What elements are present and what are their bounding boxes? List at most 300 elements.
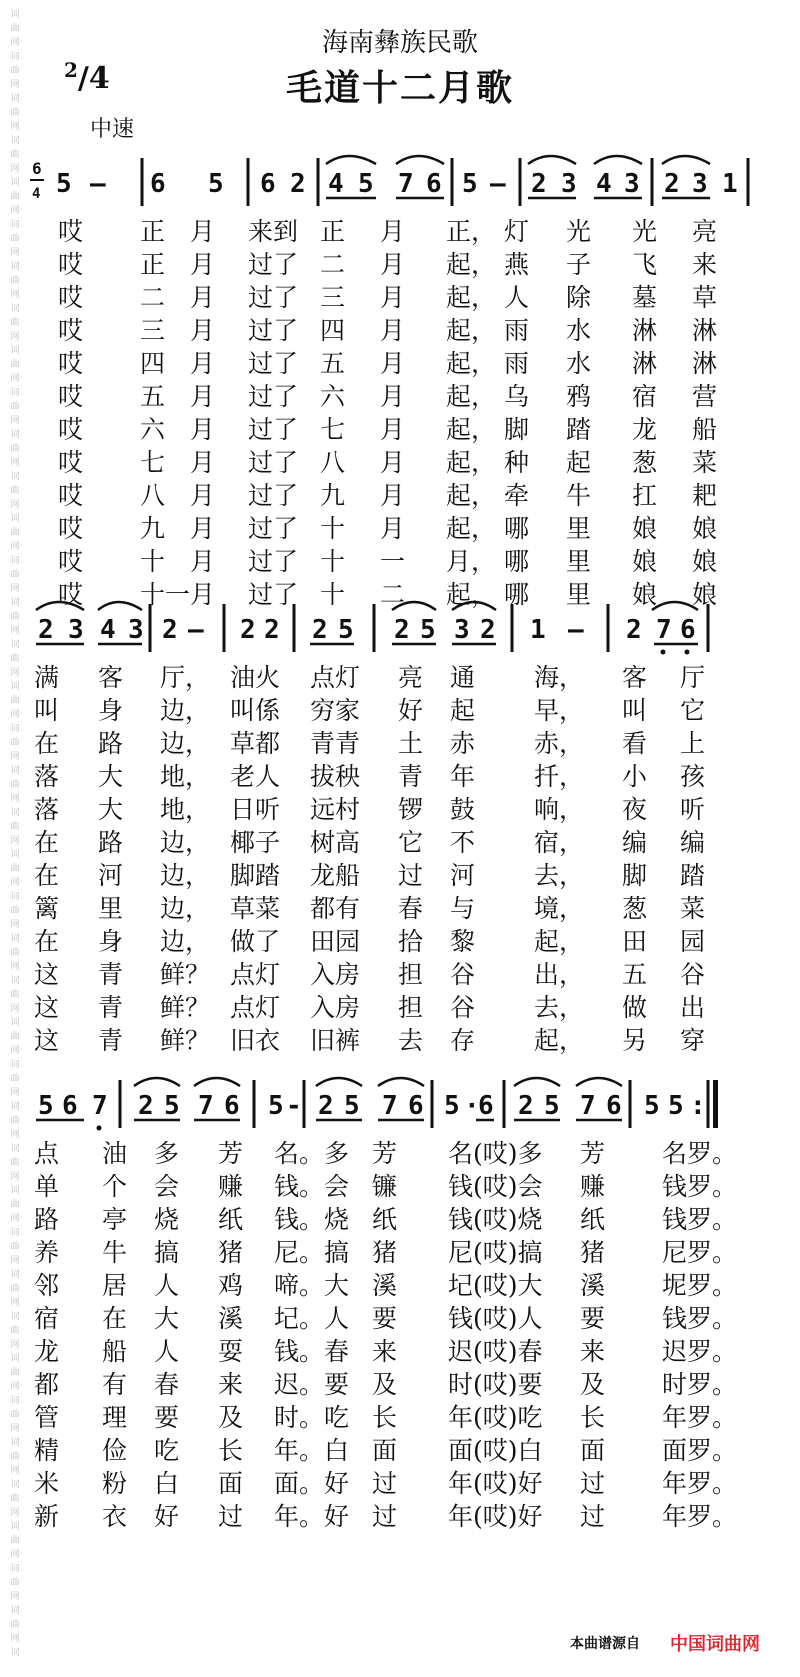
- svg-text:2: 2: [626, 615, 642, 645]
- lyric-syllable: 尼罗。: [662, 1238, 738, 1267]
- lyric-syllable: 境，: [534, 894, 585, 923]
- svg-text:5: 5: [344, 1091, 360, 1121]
- watermark-glyph: 曲: [10, 1620, 20, 1630]
- watermark-glyph: 词: [10, 892, 20, 902]
- watermark-glyph: 词: [10, 598, 20, 608]
- lyric-syllable: 哪: [504, 514, 530, 543]
- lyric-syllable: 树高: [310, 828, 361, 857]
- lyric-syllable: 点灯: [230, 960, 281, 989]
- lyric-line: [28, 542, 780, 575]
- lyric-syllable: 葱: [632, 448, 658, 477]
- lyric-syllable: 哎: [58, 349, 84, 378]
- watermark-glyph: 词: [10, 1228, 20, 1238]
- watermark-glyph: 网: [10, 1340, 20, 1350]
- lyric-line: [28, 922, 780, 955]
- lyric-syllable: 要: [372, 1304, 398, 1333]
- watermark-glyph: 词: [10, 1396, 20, 1406]
- watermark-glyph: 词: [10, 1606, 20, 1616]
- lyric-syllable: 长: [372, 1403, 398, 1432]
- lyric-syllable: 出: [680, 993, 706, 1022]
- lyric-syllable: 菜: [680, 894, 706, 923]
- lyric-syllable: 落: [34, 795, 60, 824]
- lyric-syllable: 过了: [248, 448, 299, 477]
- svg-text:·: ·: [464, 1091, 480, 1121]
- lyric-syllable: 哎: [58, 250, 84, 279]
- lyric-syllable: 葱: [622, 894, 648, 923]
- lyric-syllable: 拾: [398, 927, 424, 956]
- lyric-syllable: 土: [398, 729, 424, 758]
- lyric-syllable: 纸: [372, 1205, 398, 1234]
- lyric-syllable: 过了: [248, 514, 299, 543]
- watermark-glyph: 词: [10, 556, 20, 566]
- lyric-syllable: 起，: [446, 514, 497, 543]
- svg-text:5: 5: [338, 615, 354, 645]
- lyric-line: [28, 856, 780, 889]
- lyric-syllable: 来: [580, 1337, 606, 1366]
- svg-text:6: 6: [680, 615, 696, 645]
- lyric-syllable: 哎: [58, 580, 84, 609]
- lyric-syllable: 面(哎)白: [448, 1436, 543, 1465]
- staff-1-notes: [28, 150, 780, 220]
- lyric-syllable: 谷: [450, 993, 476, 1022]
- lyric-syllable: 溪: [580, 1271, 606, 1300]
- svg-text:3: 3: [624, 169, 640, 199]
- lyric-syllable: 起，: [534, 927, 585, 956]
- lyric-syllable: 厅，: [160, 663, 211, 692]
- lyric-syllable: 名罗。: [662, 1139, 738, 1168]
- watermark-glyph: 词: [10, 220, 20, 230]
- lyric-line: [28, 1266, 780, 1299]
- lyric-syllable: 纸: [580, 1205, 606, 1234]
- watermark-glyph: 曲: [10, 360, 20, 370]
- lyric-syllable: 草都: [230, 729, 281, 758]
- watermark-glyph: 曲: [10, 1452, 20, 1462]
- watermark-glyph: 网: [10, 416, 20, 426]
- lyric-syllable: 编: [622, 828, 648, 857]
- lyric-syllable: 菜: [692, 448, 718, 477]
- lyric-syllable: 听: [680, 795, 706, 824]
- watermark-glyph: 网: [10, 962, 20, 972]
- watermark-glyph: 词: [10, 766, 20, 776]
- lyric-syllable: 过: [372, 1502, 398, 1531]
- lyric-syllable: 存: [450, 1026, 476, 1055]
- lyric-syllable: 叫: [622, 696, 648, 725]
- watermark-glyph: 词: [10, 1354, 20, 1364]
- lyric-syllable: 耙: [692, 481, 718, 510]
- lyric-syllable: 边，: [160, 861, 211, 890]
- lyric-syllable: 篱: [34, 894, 60, 923]
- svg-text:7: 7: [398, 169, 414, 199]
- svg-text:5: 5: [644, 1091, 660, 1121]
- lyric-syllable: 面: [218, 1469, 244, 1498]
- lyric-syllable: 哎: [58, 481, 84, 510]
- svg-text:3: 3: [454, 615, 470, 645]
- lyric-syllable: 在: [34, 828, 60, 857]
- lyric-syllable: 去: [398, 1026, 424, 1055]
- lyric-syllable: 邻: [34, 1271, 60, 1300]
- lyric-line: [28, 443, 780, 476]
- lyric-syllable: 穿: [680, 1026, 706, 1055]
- lyric-syllable: 亮: [692, 217, 718, 246]
- watermark-glyph: 网: [10, 1130, 20, 1140]
- lyric-syllable: 夜: [622, 795, 648, 824]
- lyric-syllable: 长: [580, 1403, 606, 1432]
- watermark-glyph: 词: [10, 178, 20, 188]
- svg-text:-: -: [286, 1091, 302, 1121]
- lyric-syllable: 点灯: [310, 663, 361, 692]
- lyric-syllable: 娘: [632, 580, 658, 609]
- watermark-glyph: 词: [10, 1060, 20, 1070]
- lyric-syllable: 年罗。: [662, 1403, 738, 1432]
- lyric-syllable: 过: [372, 1469, 398, 1498]
- watermark-glyph: 词: [10, 1144, 20, 1154]
- lyric-syllable: 赤，: [534, 729, 585, 758]
- lyric-syllable: 边，: [160, 894, 211, 923]
- lyric-syllable: 正: [140, 250, 166, 279]
- lyric-syllable: 乌: [504, 382, 530, 411]
- watermark-glyph: 网: [10, 1256, 20, 1266]
- lyric-syllable: 三: [140, 316, 166, 345]
- lyric-syllable: 哎: [58, 382, 84, 411]
- watermark-glyph: 网: [10, 920, 20, 930]
- watermark-glyph: 词: [10, 682, 20, 692]
- svg-text:2: 2: [518, 1091, 534, 1121]
- lyric-syllable: 起，: [446, 382, 497, 411]
- lyric-syllable: 钱。会: [274, 1172, 350, 1201]
- watermark-glyph: 词: [10, 262, 20, 272]
- lyric-syllable: 猪: [218, 1238, 244, 1267]
- lyric-syllable: 落: [34, 762, 60, 791]
- watermark-glyph: 曲: [10, 1368, 20, 1378]
- watermark-glyph: 网: [10, 1382, 20, 1392]
- lyric-syllable: 淋: [692, 316, 718, 345]
- lyric-syllable: 踏: [566, 415, 592, 444]
- lyric-syllable: 都有: [310, 894, 361, 923]
- watermark-glyph: 词: [10, 514, 20, 524]
- watermark-glyph: 曲: [10, 1284, 20, 1294]
- lyric-syllable: 年(哎)吃: [448, 1403, 543, 1432]
- lyric-syllable: 叫: [34, 696, 60, 725]
- watermark-glyph: 网: [10, 332, 20, 342]
- svg-text::: :: [690, 1091, 706, 1121]
- lyric-line: [28, 410, 780, 443]
- lyric-syllable: 叫係: [230, 696, 281, 725]
- lyric-syllable: 鸡: [218, 1271, 244, 1300]
- lyric-syllable: 月: [190, 250, 216, 279]
- svg-text:2: 2: [290, 169, 306, 199]
- lyric-syllable: 吃: [154, 1436, 180, 1465]
- watermark-glyph: 网: [10, 626, 20, 636]
- lyric-syllable: 水: [566, 349, 592, 378]
- svg-text:2: 2: [264, 615, 280, 645]
- svg-text:5: 5: [56, 169, 72, 199]
- watermark-strip: [8, 0, 22, 1677]
- lyric-syllable: 月: [380, 349, 406, 378]
- watermark-glyph: 曲: [10, 654, 20, 664]
- watermark-glyph: 词: [10, 430, 20, 440]
- lyric-syllable: 年(哎)好: [448, 1469, 543, 1498]
- lyric-syllable: 养: [34, 1238, 60, 1267]
- watermark-glyph: 曲: [10, 1536, 20, 1546]
- svg-text:6: 6: [224, 1091, 240, 1121]
- lyric-syllable: 锣: [398, 795, 424, 824]
- svg-text:4: 4: [32, 186, 41, 202]
- lyric-syllable: 哪: [504, 547, 530, 576]
- lyric-syllable: 看: [622, 729, 648, 758]
- watermark-glyph: 网: [10, 542, 20, 552]
- lyric-syllable: 溪: [218, 1304, 244, 1333]
- lyric-syllable: 时(哎)要: [448, 1370, 543, 1399]
- watermark-glyph: 曲: [10, 234, 20, 244]
- lyric-syllable: 河: [450, 861, 476, 890]
- lyric-syllable: 月: [190, 316, 216, 345]
- watermark-glyph: 曲: [10, 864, 20, 874]
- lyric-syllable: 月: [380, 415, 406, 444]
- lyric-syllable: 这: [34, 1026, 60, 1055]
- lyric-syllable: 时罗。: [662, 1370, 738, 1399]
- lyric-syllable: 墓: [632, 283, 658, 312]
- lyric-syllable: 溪: [372, 1271, 398, 1300]
- lyric-syllable: 月: [190, 283, 216, 312]
- lyric-syllable: 在: [34, 729, 60, 758]
- lyric-syllable: 远村: [310, 795, 361, 824]
- lyric-syllable: 雨: [504, 349, 530, 378]
- lyric-syllable: 种: [504, 448, 530, 477]
- lyric-syllable: 光: [566, 217, 592, 246]
- watermark-glyph: 词: [10, 472, 20, 482]
- svg-text:7: 7: [92, 1091, 108, 1121]
- watermark-glyph: 网: [10, 122, 20, 132]
- lyric-syllable: 月: [190, 349, 216, 378]
- lyric-syllable: 客: [98, 663, 124, 692]
- lyric-line: [28, 344, 780, 377]
- lyric-syllable: 起，: [446, 580, 497, 609]
- lyric-line: [28, 1332, 780, 1365]
- lyric-syllable: 起，: [446, 481, 497, 510]
- lyric-line: [28, 1021, 780, 1054]
- watermark-glyph: 网: [10, 836, 20, 846]
- lyric-line: [28, 691, 780, 724]
- watermark-glyph: 词: [10, 346, 20, 356]
- lyric-syllable: 过: [580, 1502, 606, 1531]
- lyric-syllable: 尼(哎)搞: [448, 1238, 543, 1267]
- lyric-syllable: 钱罗。: [662, 1205, 738, 1234]
- lyric-syllable: 哎: [58, 448, 84, 477]
- lyric-syllable: 人: [154, 1271, 180, 1300]
- lyric-syllable: 小: [622, 762, 648, 791]
- lyric-syllable: 过了: [248, 415, 299, 444]
- watermark-glyph: 词: [10, 1564, 20, 1574]
- lyric-syllable: 早，: [534, 696, 585, 725]
- lyric-syllable: 鼓: [450, 795, 476, 824]
- lyric-line: [28, 1365, 780, 1398]
- lyric-syllable: 田: [622, 927, 648, 956]
- lyric-syllable: 名(哎)多: [448, 1139, 543, 1168]
- lyric-syllable: 拔秧: [310, 762, 361, 791]
- watermark-glyph: 曲: [10, 780, 20, 790]
- lyric-syllable: 过了: [248, 580, 299, 609]
- lyric-syllable: 圮。人: [274, 1304, 350, 1333]
- lyric-syllable: 衣: [102, 1502, 128, 1531]
- watermark-glyph: 词: [10, 1522, 20, 1532]
- svg-text:7: 7: [382, 1091, 398, 1121]
- lyric-syllable: 油: [102, 1139, 128, 1168]
- lyric-syllable: 担: [398, 960, 424, 989]
- watermark-glyph: 曲: [10, 906, 20, 916]
- lyric-syllable: 谷: [450, 960, 476, 989]
- lyric-syllable: 在: [34, 861, 60, 890]
- lyric-syllable: 年罗。: [662, 1469, 738, 1498]
- lyric-syllable: 过: [398, 861, 424, 890]
- lyric-syllable: 去，: [534, 993, 585, 1022]
- watermark-glyph: 词: [10, 1438, 20, 1448]
- site-name-link[interactable]: 中国词曲网: [670, 1634, 760, 1655]
- svg-text:—: —: [90, 169, 106, 199]
- lyric-syllable: 管: [34, 1403, 60, 1432]
- watermark-glyph: 网: [10, 1298, 20, 1308]
- watermark-glyph: 曲: [10, 1158, 20, 1168]
- watermark-glyph: 曲: [10, 1200, 20, 1210]
- svg-text:—: —: [188, 615, 204, 645]
- song-subtitle: 海南彝族民歌: [321, 28, 478, 58]
- watermark-glyph: 网: [10, 668, 20, 678]
- lyric-syllable: 时。吃: [274, 1403, 350, 1432]
- song-title: 毛道十二月歌: [285, 68, 514, 109]
- lyric-syllable: 与: [450, 894, 476, 923]
- watermark-glyph: 曲: [10, 1494, 20, 1504]
- watermark-glyph: 曲: [10, 528, 20, 538]
- watermark-glyph: 词: [10, 934, 20, 944]
- lyric-syllable: 迟。要: [274, 1370, 350, 1399]
- lyric-line: [28, 212, 780, 245]
- lyric-syllable: 钱(哎)烧: [448, 1205, 543, 1234]
- watermark-glyph: 网: [10, 500, 20, 510]
- lyric-syllable: 鲜？: [160, 993, 211, 1022]
- notation-staff-3: [28, 1072, 780, 1142]
- lyric-syllable: 客: [622, 663, 648, 692]
- svg-text:2: 2: [318, 1091, 334, 1121]
- watermark-glyph: 词: [10, 94, 20, 104]
- source-note: 本曲谱源自: [570, 1636, 640, 1652]
- lyric-syllable: 里: [98, 894, 124, 923]
- lyric-syllable: 园: [680, 927, 706, 956]
- lyric-syllable: 单: [34, 1172, 60, 1201]
- watermark-glyph: 词: [10, 1480, 20, 1490]
- lyric-syllable: 路: [98, 828, 124, 857]
- lyric-syllable: 旧衣: [230, 1026, 281, 1055]
- svg-text:—: —: [490, 169, 506, 199]
- lyric-syllable: 哎: [58, 283, 84, 312]
- watermark-glyph: 曲: [10, 948, 20, 958]
- lyric-syllable: 营: [692, 382, 718, 411]
- svg-text:1: 1: [722, 169, 738, 199]
- watermark-glyph: 词: [10, 1018, 20, 1028]
- lyric-syllable: 月: [380, 382, 406, 411]
- lyric-syllable: 在: [34, 927, 60, 956]
- svg-text:2: 2: [480, 615, 496, 645]
- lyric-syllable: 扛: [632, 481, 658, 510]
- lyric-syllable: 面: [580, 1436, 606, 1465]
- lyric-syllable: 月: [380, 481, 406, 510]
- watermark-glyph: 曲: [10, 1410, 20, 1420]
- svg-text:6: 6: [426, 169, 442, 199]
- lyric-line: [28, 955, 780, 988]
- lyric-syllable: 青: [398, 762, 424, 791]
- lyric-syllable: 身: [98, 927, 124, 956]
- lyric-syllable: 响，: [534, 795, 585, 824]
- lyric-syllable: 六: [320, 382, 346, 411]
- lyric-syllable: 迟(哎)春: [448, 1337, 543, 1366]
- watermark-glyph: 曲: [10, 822, 20, 832]
- lyric-syllable: 三: [320, 283, 346, 312]
- lyric-syllable: 过了: [248, 283, 299, 312]
- lyric-syllable: 船: [692, 415, 718, 444]
- lyric-syllable: 月: [190, 415, 216, 444]
- lyric-line: [28, 1464, 780, 1497]
- lyric-syllable: 个: [102, 1172, 128, 1201]
- lyric-syllable: 编: [680, 828, 706, 857]
- lyric-line: [28, 889, 780, 922]
- lyric-line: [28, 1134, 780, 1167]
- lyric-syllable: 啼。大: [274, 1271, 350, 1300]
- lyric-syllable: 担: [398, 993, 424, 1022]
- lyric-syllable: 哎: [58, 316, 84, 345]
- lyric-line: [28, 1398, 780, 1431]
- lyric-syllable: 起，: [446, 283, 497, 312]
- lyric-syllable: 椰子: [230, 828, 281, 857]
- lyric-syllable: 黎: [450, 927, 476, 956]
- lyric-syllable: 河: [98, 861, 124, 890]
- lyric-syllable: 入房: [310, 993, 361, 1022]
- watermark-glyph: 词: [10, 1648, 20, 1658]
- svg-text:4: 4: [328, 169, 344, 199]
- watermark-glyph: 曲: [10, 444, 20, 454]
- watermark-glyph: 词: [10, 388, 20, 398]
- staff-3-notes: [28, 1072, 780, 1142]
- lyric-syllable: 正，: [446, 217, 497, 246]
- lyric-syllable: 光: [632, 217, 658, 246]
- lyric-syllable: 娘: [632, 514, 658, 543]
- watermark-glyph: 词: [10, 640, 20, 650]
- lyric-syllable: 月: [380, 448, 406, 477]
- lyric-syllable: 孩: [680, 762, 706, 791]
- lyric-syllable: 鸦: [566, 382, 592, 411]
- svg-text:5: 5: [544, 1091, 560, 1121]
- lyric-syllable: 月: [190, 448, 216, 477]
- svg-text:2: 2: [394, 615, 410, 645]
- lyric-syllable: 身: [98, 696, 124, 725]
- watermark-glyph: 词: [10, 850, 20, 860]
- lyric-syllable: 粉: [102, 1469, 128, 1498]
- lyric-syllable: 春: [154, 1370, 180, 1399]
- lyric-line: [28, 509, 780, 542]
- watermark-glyph: 曲: [10, 1032, 20, 1042]
- lyric-syllable: 哎: [58, 514, 84, 543]
- lyric-syllable: 哎: [58, 547, 84, 576]
- lyric-syllable: 田园: [310, 927, 361, 956]
- lyrics-block-3: [28, 1134, 780, 1530]
- watermark-glyph: 曲: [10, 66, 20, 76]
- lyric-syllable: 里: [566, 514, 592, 543]
- lyric-syllable: 哎: [58, 217, 84, 246]
- lyric-syllable: 五: [140, 382, 166, 411]
- lyric-line: [28, 658, 780, 691]
- watermark-glyph: 网: [10, 1046, 20, 1056]
- svg-text:2: 2: [138, 1091, 154, 1121]
- lyric-syllable: 大: [98, 795, 124, 824]
- lyric-syllable: 名。多: [274, 1139, 350, 1168]
- lyric-syllable: 脚踏: [230, 861, 281, 890]
